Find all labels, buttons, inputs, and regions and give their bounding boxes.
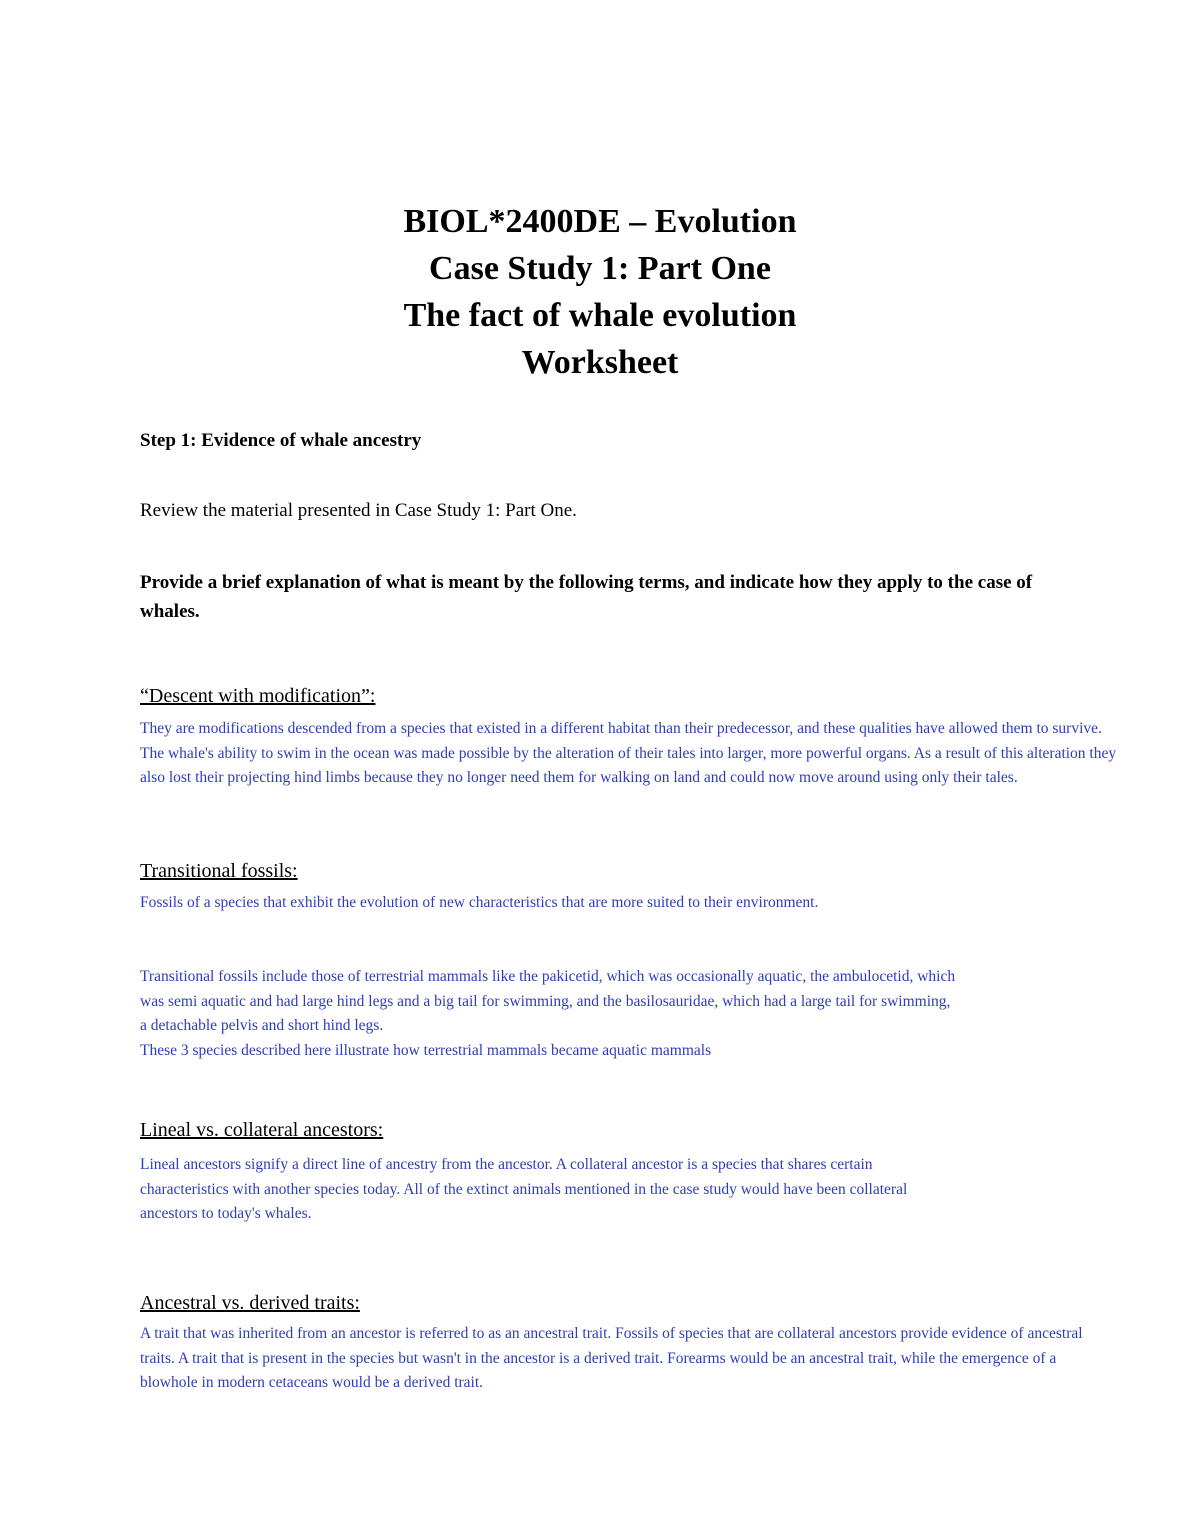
title-case-study: Case Study 1: Part One (429, 250, 771, 287)
step-heading: Step 1: Evidence of whale ancestry (140, 430, 422, 451)
term-lineal-heading: Lineal vs. collateral ancestors: (140, 1119, 384, 1141)
answer-transitional-examples[interactable]: Transitional fossils include those of terrestrial mammals like the pakicetid, which was occasionally aquatic, the ambulocetid, which was semi aquatic and had large hind legs and a big tail for swimming, and the basilosauridae, which had a large tail for swimming, a detachable pelvis and short hind legs. These 3 species described here illustrate how terrestrial mammals became aquatic mammals (140, 968, 956, 1059)
answer-lineal[interactable]: Lineal ancestors signify a direct line of ancestry from the ancestor. A collateral ancestor is a species that shares certain characteristics with another species today. All of the extinct animals mentioned in the case study would have been collateral ancestors to today's whales. (140, 1156, 908, 1222)
review-instruction: Review the material presented in Case Study 1: Part One. (140, 500, 577, 521)
term-transitional-heading: Transitional fossils: (140, 860, 298, 882)
term-ancestral-heading: Ancestral vs. derived traits: (140, 1292, 360, 1314)
title-worksheet: Worksheet (521, 344, 679, 381)
answer-ancestral[interactable]: A trait that was inherited from an ancestor is referred to as an ancestral trait. Fossils of species that are collateral ancestors provide evidence of ancestral traits. A trait that is present in the species but wasn't in the ancestor is a derived trait. Forearms would be an ancestral trait, while the emergence of a blowhole in modern cetaceans would be a derived trait. (140, 1325, 1083, 1391)
task-instructions: Provide a brief explanation of what is meant by the following terms, and indicate how they apply to the case of whales. (140, 572, 1033, 622)
title-topic: The fact of whale evolution (403, 297, 797, 334)
document-title (0, 198, 1200, 386)
answer-transitional-definition[interactable]: Fossils of a species that exhibit the evolution of new characteristics that are more suited to their environment. (140, 894, 819, 911)
title-course: BIOL*2400DE – Evolution (403, 203, 797, 240)
term-descent-heading: “Descent with modification”: (140, 685, 376, 707)
answer-descent[interactable]: They are modifications descended from a species that existed in a different habitat than their predecessor, and these qualities have allowed them to survive. The whale's ability to swim in the ocean was made possible by the alteration of their tales into larger, more powerful organs. As a result of this alteration they also lost their projecting hind limbs because they no longer need them for walking on land and could now move around using only their tales. (140, 720, 1117, 786)
